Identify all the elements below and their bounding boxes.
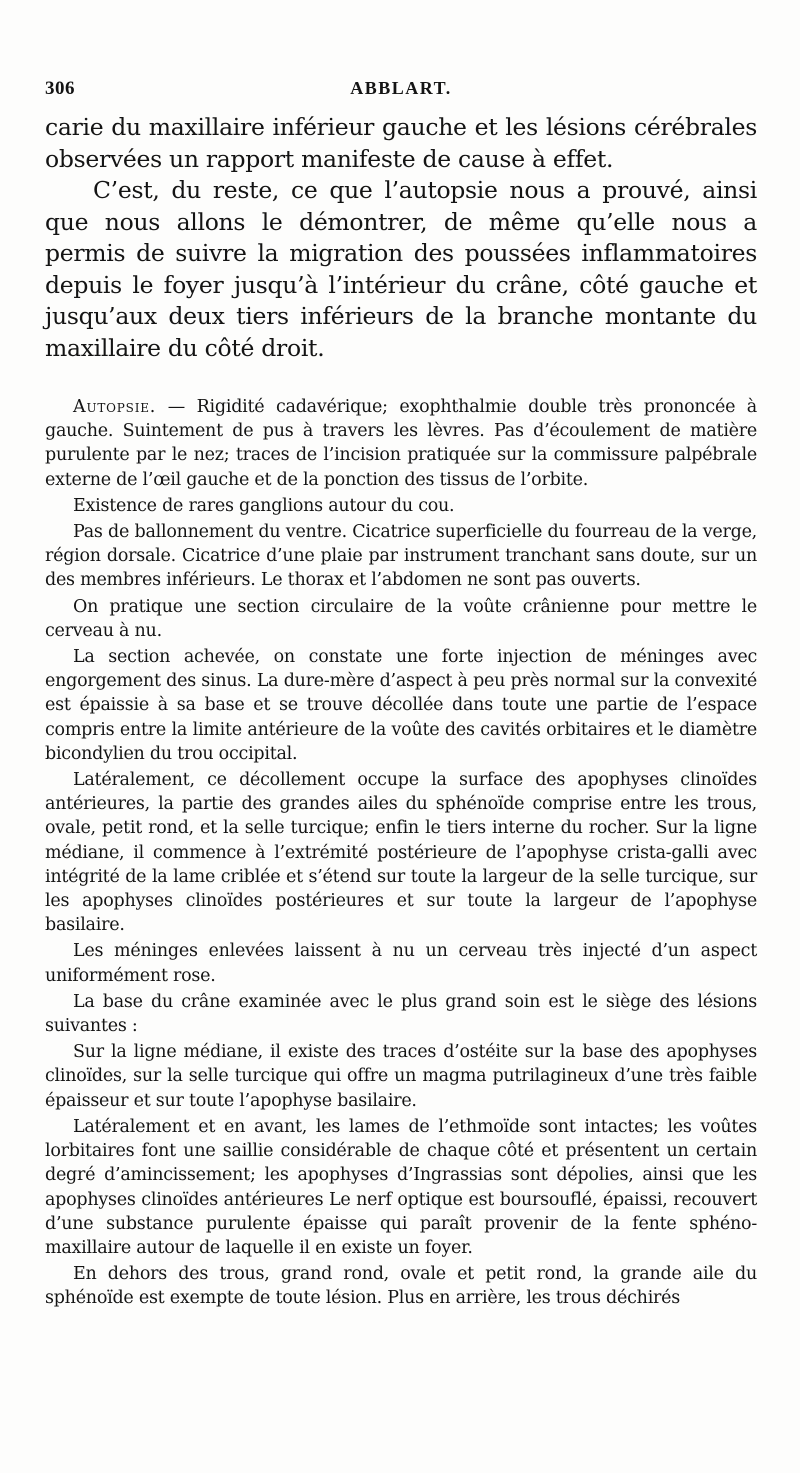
paragraph: Existence de rares ganglions autour du cou. [73,495,455,516]
paragraph: Latéralement et en avant, les lames de l’ethmoïde sont intactes; les voûtes lorbitaires font une saillie considérable de chaque côté et présentent un certain degré d’amincissement; les apophyses d’Ingrassias sont dépolies, ainsi que les apophyses clinoïdes antérieures Le nerf optique est boursouflé, épaissi, recouvert d’une substance purulente épaisse qui paraît provenir de la fente sphéno-maxillaire autour de laquelle il en existe un foyer. [45,1116,757,1258]
running-title: ABBLART. [350,78,452,98]
paragraph: Sur la ligne médiane, il existe des traces d’ostéite sur la base des apophyses clinoïdes, sur la selle turcique qui offre un magma putrilagineux d’une très faible épaisseur et sur toute l’apophyse basilaire. [45,1042,757,1111]
paragraph: Les méninges enlevées laissent à nu un cerveau très injecté d’un aspect uniformément rose. [45,941,757,986]
paragraph: C’est, du reste, ce que l’autopsie nous a prouvé, ainsi que nous allons le démontrer, de même qu’elle nous a permis de suivre la migration des poussées inflammatoires depuis le foyer jusqu’à l’intérieur du crâne, côté gauche et jusqu’aux deux tiers inférieurs de la branche montante du maxillaire du côté droit. [45,176,757,362]
paragraph: La base du crâne examinée avec le plus grand soin est le siège des lésions suivantes : [45,991,757,1037]
paragraph: Latéralement, ce décollement occupe la surface des apophyses clinoïdes antérieures, la partie des grandes ailes du sphénoïde comprise entre les trous, ovale, petit rond, et la selle turcique; enfin le tiers interne du rocher. Sur la ligne médiane, il commence à l’extrémité postérieure de l’apophyse crista-galli avec intégrité de la lame criblée et s’étend sur toute la largeur de la selle turcique, sur les apophyses clinoïdes postérieures et sur toute la largeur de l’apophyse basilaire. [45,770,757,936]
page-header [45,78,757,106]
paragraph: carie du maxillaire inférieur gauche et les lésions cérébrales observées un rapport manifeste de cause à effet. [45,113,757,173]
paragraph: On pratique une section circulaire de la voûte crânienne pour mettre le cerveau à nu. [45,596,757,641]
page-number: 306 [45,78,75,99]
main-text [45,112,757,364]
paragraph: La section achevée, on constate une forte injection de méninges avec engorgement des sinus. La dure-mère d’aspect à peu près normal sur la convexité est épaissie à sa base et se trouve décollée dans toute une partie de l’espace compris entre la limite antérieure de la voûte des cavités orbitaires et le diamètre bicondylien du trou occipital. [45,647,757,764]
autopsy-paragraph [45,395,757,492]
autopsy-first-text: — Rigidité cadavérique; exophthalmie double très prononcée à gauche. Suintement de pus à travers les lèvres. Pas d’écoulement de matière purulente par le nez; traces de l’incision pratiquée sur la commissure palpébrale externe de l’œil gauche et de la ponction des tissus de l’orbite. [45,397,757,490]
paragraph: En dehors des trous, grand rond, ovale et petit rond, la grande aile du sphénoïde est exempte de toute lésion. Plus en arrière, les trous déchirés [45,1264,757,1309]
autopsy-label: Autopsie. [73,397,157,417]
autopsy-section [45,395,757,1313]
paragraph: Pas de ballonnement du ventre. Cicatrice superficielle du fourreau de la verge, région dorsale. Cicatrice d’une plaie par instrument tranchant sans doute, sur un des membres inférieurs. Le thorax et l’abdomen ne sont pas ouverts. [45,522,757,591]
